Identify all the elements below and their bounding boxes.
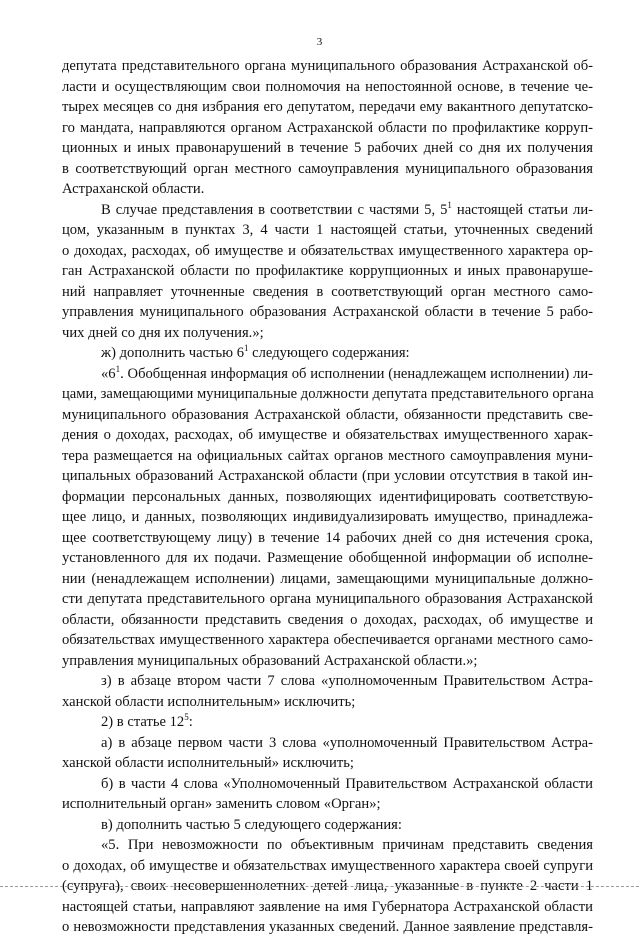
text-segment: тырех месяцев со дня избрания его депутатом, передачи ему вакантного депутатско- (62, 99, 593, 115)
text-segment: о доходах, об имуществе и обязательствах имущественного характера своей супруги (62, 857, 593, 874)
text-line (62, 630, 593, 651)
text-line (62, 856, 593, 877)
text-segment: ханской области исполнительным» исключить; (62, 693, 356, 710)
text-segment: области, обязанности представить сведения о доходах, расходах, об имуществе и (62, 611, 593, 628)
text-segment: ний направляет уточненные сведения в соответствующий орган местного само- (62, 283, 593, 300)
text-line (62, 815, 593, 836)
text-segment: сти депутата представительного органа муниципального образования Астраханской (62, 591, 593, 607)
text-line (62, 774, 593, 795)
text-segment: ж) дополнить частью 6 (101, 345, 244, 361)
text-segment: ционных и иных правонарушений в течение 5 рабочих дней со дня их получения (62, 140, 593, 156)
text-segment: «5. При невозможности по объективным причинам представить сведения (101, 837, 593, 853)
text-line (62, 118, 593, 139)
text-line (62, 507, 593, 528)
text-segment: управления муниципальных образований Астраханской области.»; (62, 652, 478, 669)
text-line (62, 200, 593, 221)
text-line (62, 384, 593, 405)
text-segment: (супруга), своих несовершеннолетних детей лица, указанные в пункте 2 части 1 (62, 878, 593, 894)
text-line (62, 56, 593, 77)
text-segment: настоящей статьи ли- (451, 201, 593, 218)
text-line (62, 589, 593, 610)
text-segment: го мандата, направляются органом Астраханской области по профилактике корруп- (62, 119, 593, 136)
text-line (62, 364, 593, 385)
text-segment: ласти и осуществляющим свои полномочия на непостоянной основе, в течение че- (62, 78, 593, 95)
text-segment: ципальных образований Астраханской области (при условии отсутствия в такой ин- (62, 468, 593, 484)
text-segment: депутата представительного органа муниципального образования Астраханской об- (62, 58, 593, 74)
text-line (62, 712, 593, 733)
text-segment: : (188, 714, 193, 730)
superscript: 1 (115, 363, 121, 374)
text-segment: управления муниципального образования Астраханской области в течение 5 рабо- (62, 304, 593, 320)
text-line (62, 97, 593, 118)
text-segment: В случае представления в соответствии с частями 5, 5 (101, 201, 448, 218)
text-line (62, 138, 593, 159)
text-line (62, 651, 593, 672)
text-segment: щее лицо, и данных, позволяющих индивидуализировать имущество, принадлежа- (62, 509, 593, 525)
text-segment: исполнительный орган» заменить словом «Орган»; (62, 796, 381, 812)
text-segment: настоящей статьи, направляют заявление на имя Губернатора Астраханской области (62, 898, 593, 915)
text-line (62, 692, 593, 713)
text-segment: «6 (101, 365, 116, 382)
text-segment: б) в части 4 слова «Уполномоченный Правительством Астраханской области (101, 775, 593, 792)
text-segment: тера размещается на официальных сайтах органов местного самоуправления муни- (62, 447, 593, 464)
text-segment: цами, замещающими муниципальные должности депутата представительного органа (62, 386, 594, 402)
page-number: 3 (316, 36, 323, 48)
text-segment: . Обобщенная информация об исполнении (ненадлежащем исполнении) ли- (120, 365, 593, 382)
text-line (62, 343, 593, 364)
text-segment: в) дополнить частью 5 следующего содержания: (101, 816, 402, 833)
text-line (62, 569, 593, 590)
text-line (62, 261, 593, 282)
text-segment: муниципального образования Астраханской области, обязанности представить све- (62, 406, 593, 423)
text-line (62, 282, 593, 303)
text-segment: чих дней со дня их получения.»; (62, 324, 264, 341)
text-line (62, 794, 593, 815)
text-segment: дения о доходах, расходах, об имуществе и обязательствах имущественного харак- (62, 427, 593, 443)
superscript: 1 (244, 343, 249, 353)
text-line (62, 897, 593, 918)
text-segment: ханской области исполнительный» исключить; (62, 755, 354, 771)
text-line (62, 425, 593, 446)
text-segment: щее соответствующему лицу) в течение 14 рабочих дней со дня истечения срока, (62, 529, 593, 546)
text-line (62, 302, 593, 323)
superscript: 1 (447, 199, 452, 210)
text-line (62, 835, 593, 856)
text-segment: формации персональных данных, позволяющих идентифицировать соответствую- (62, 488, 593, 505)
text-line (62, 917, 593, 938)
text-line (62, 405, 593, 426)
text-segment: цом, указанным в пунктах 3, 4 части 1 настоящей статьи, уточненных сведений (62, 222, 593, 238)
text-line (62, 733, 593, 754)
text-segment: а) в абзаце первом части 3 слова «уполномоченный Правительством Астра- (101, 734, 593, 751)
text-segment: Астраханской области. (62, 181, 205, 197)
superscript: 5 (184, 712, 189, 722)
text-line (62, 671, 593, 692)
text-line (62, 159, 593, 180)
text-line (62, 241, 593, 262)
text-line (62, 446, 593, 467)
text-segment: 2) в статье 12 (101, 714, 185, 730)
document-text (62, 56, 593, 938)
text-segment: установленного для их подачи. Размещение обобщенной информации об исполне- (62, 550, 593, 566)
text-line (62, 487, 593, 508)
text-line (62, 753, 593, 774)
text-segment: нии (ненадлежащем исполнении) лицами, замещающими муниципальные должно- (62, 570, 593, 587)
text-line (62, 528, 593, 549)
text-line (62, 548, 593, 569)
text-segment: в соответствующий орган местного самоуправления муниципального образования (62, 160, 593, 177)
text-line (62, 610, 593, 631)
text-segment: з) в абзаце втором части 7 слова «уполномоченным Правительством Астра- (101, 673, 593, 689)
text-segment: о доходах, расходах, об имуществе и обязательствах имущественного характера ор- (62, 242, 593, 259)
text-line (62, 466, 593, 487)
text-segment: о невозможности представления указанных сведений. Данное заявление представля- (62, 919, 593, 935)
text-segment: ган Астраханской области по профилактике коррупционных и иных правонаруше- (62, 263, 593, 279)
text-line (62, 77, 593, 98)
text-line (62, 179, 593, 200)
page-bottom-rule (0, 886, 639, 887)
text-segment: следующего содержания: (248, 345, 410, 361)
text-segment: обязательствах имущественного характера обеспечивается органами местного само- (62, 632, 593, 648)
text-line (62, 220, 593, 241)
text-line (62, 323, 593, 344)
